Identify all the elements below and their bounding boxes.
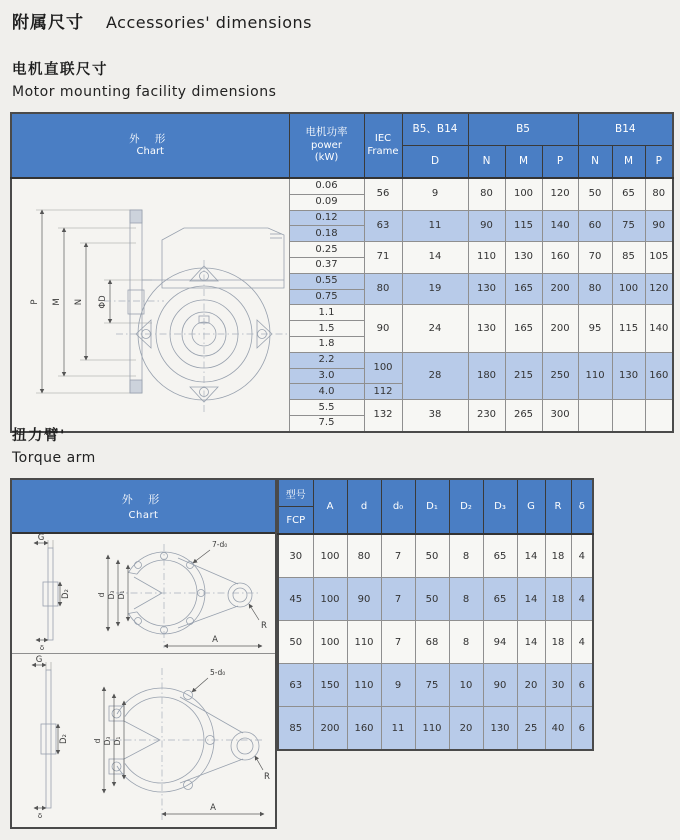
power-cell: 0.06 (289, 178, 364, 194)
power-cell: 0.18 (289, 226, 364, 242)
chart-header-zh: 外 形 (129, 132, 172, 145)
section1-title-en: Motor mounting facility dimensions (12, 84, 277, 100)
d-cell: 28 (402, 352, 468, 399)
col-header-d1: D₁ (415, 479, 449, 534)
value-cell: 110 (347, 621, 381, 664)
col-header-d: D (402, 145, 468, 178)
b14-cell: 80 (578, 273, 612, 305)
chart-column-header (11, 113, 289, 178)
b14-cell: 80 (645, 178, 673, 210)
value-cell: 68 (415, 621, 449, 664)
b14-cell: 100 (612, 273, 645, 305)
dim-label-phid: ΦD (98, 295, 108, 309)
value-cell: 18 (545, 578, 571, 621)
b14-cell: 130 (612, 352, 645, 399)
value-cell: 110 (347, 664, 381, 707)
value-cell: 9 (381, 664, 415, 707)
b5-cell: 230 (468, 400, 505, 432)
power-cell: 1.5 (289, 321, 364, 337)
torque-arm-data-table (277, 478, 594, 751)
b14-cell: 110 (578, 352, 612, 399)
value-cell: 8 (449, 534, 483, 578)
power-cell: 7.5 (289, 415, 364, 431)
b14-cell: 115 (612, 305, 645, 352)
power-cell: 0.75 (289, 289, 364, 305)
iec-frame-cell: 100 (364, 352, 402, 384)
torque-arm-5hole-drawing (12, 654, 275, 825)
page-title (12, 8, 312, 33)
model-header-en: FCP (278, 507, 313, 535)
dim-label-d2: D₂ (61, 589, 71, 599)
b5-cell: 165 (505, 305, 542, 352)
b14-cell: 50 (578, 178, 612, 210)
motor-gearbox-drawing (12, 188, 288, 422)
torque-arm-drawing-large (12, 654, 275, 827)
b5-cell: 165 (505, 273, 542, 305)
value-cell: 25 (517, 707, 545, 751)
value-cell: 150 (313, 664, 347, 707)
value-cell: 80 (347, 534, 381, 578)
torque-arm-dimensions-table (10, 478, 594, 829)
value-cell: 100 (313, 534, 347, 578)
torque-arm-chart-column (10, 478, 277, 829)
col-header-delta: δ (571, 479, 593, 534)
b14-cell: 70 (578, 242, 612, 274)
dim-label-d2: D₂ (59, 734, 69, 744)
value-cell: 18 (545, 621, 571, 664)
b14-cell: 60 (578, 210, 612, 242)
section1-title-zh: 电机直联尺寸 (12, 62, 108, 78)
value-cell: 94 (483, 621, 517, 664)
dim-label-m: M (52, 298, 62, 306)
dim-label-g: G (35, 655, 43, 665)
hole-count-label: 7-d₀ (212, 540, 228, 549)
col-header-d0: d₀ (381, 479, 415, 534)
col-header-b14-p: P (645, 145, 673, 178)
power-cell: 0.55 (289, 273, 364, 289)
power-header-en: power (311, 139, 342, 151)
b5-cell: 110 (468, 242, 505, 274)
dim-label-p: P (30, 299, 40, 305)
page-title-en: Accessories' dimensions (106, 13, 312, 32)
dim-label-d3: D₃ (103, 736, 112, 746)
b5-group-header: B5 (468, 113, 578, 145)
value-cell: 10 (449, 664, 483, 707)
iec-header-line1: IEC (374, 133, 392, 144)
b5-cell: 80 (468, 178, 505, 210)
b14-cell: 90 (645, 210, 673, 242)
page-title-zh: 附属尺寸 (12, 13, 84, 33)
iec-frame-cell: 112 (364, 384, 402, 400)
b14-cell: 85 (612, 242, 645, 274)
dim-label-d: d (93, 738, 102, 744)
power-cell: 0.09 (289, 194, 364, 210)
chart-header-en: Chart (128, 510, 159, 521)
section2-title-zh: 扭力臂' (12, 428, 66, 444)
power-column-header (289, 113, 364, 178)
dim-label-a: A (210, 803, 216, 813)
value-cell: 6 (571, 707, 593, 751)
col-header-d2: D₂ (449, 479, 483, 534)
dim-label-d1: D₁ (117, 590, 126, 600)
value-cell: 20 (517, 664, 545, 707)
model-cell: 50 (278, 621, 313, 664)
b5-cell: 265 (505, 400, 542, 432)
value-cell: 11 (381, 707, 415, 751)
b5-cell: 90 (468, 210, 505, 242)
b5-cell: 130 (505, 242, 542, 274)
b5-cell: 160 (542, 242, 578, 274)
d-cell: 24 (402, 305, 468, 352)
value-cell: 40 (545, 707, 571, 751)
iec-frame-cell: 132 (364, 400, 402, 432)
b14-cell: 160 (645, 352, 673, 399)
model-cell: 63 (278, 664, 313, 707)
value-cell: 20 (449, 707, 483, 751)
b5-cell: 130 (468, 305, 505, 352)
col-header-b5-n: N (468, 145, 505, 178)
chart-column-header (12, 480, 275, 534)
col-header-g: G (517, 479, 545, 534)
power-cell: 0.37 (289, 257, 364, 273)
b5-cell: 215 (505, 352, 542, 399)
value-cell: 200 (313, 707, 347, 751)
iec-frame-cell: 56 (364, 178, 402, 210)
value-cell: 8 (449, 578, 483, 621)
model-cell: 30 (278, 534, 313, 578)
value-cell: 100 (313, 621, 347, 664)
torque-arm-7hole-drawing (12, 534, 275, 653)
power-cell: 1.8 (289, 336, 364, 352)
model-cell: 45 (278, 578, 313, 621)
dim-label-a: A (212, 635, 218, 645)
dim-label-r: R (261, 621, 267, 631)
b14-group-header: B14 (578, 113, 673, 145)
col-header-b5-p: P (542, 145, 578, 178)
torque-arm-drawing-small (12, 534, 275, 654)
value-cell: 65 (483, 534, 517, 578)
d-cell: 19 (402, 273, 468, 305)
b14-cell: 140 (645, 305, 673, 352)
dim-label-delta: δ (37, 812, 43, 820)
power-cell: 1.1 (289, 305, 364, 321)
value-cell: 90 (347, 578, 381, 621)
value-cell: 6 (571, 664, 593, 707)
iec-frame-cell: 90 (364, 305, 402, 352)
iec-frame-cell: 63 (364, 210, 402, 242)
d-cell: 9 (402, 178, 468, 210)
value-cell: 160 (347, 707, 381, 751)
b5-cell: 100 (505, 178, 542, 210)
b14-cell (578, 400, 612, 432)
b5-cell: 250 (542, 352, 578, 399)
col-header-b14-n: N (578, 145, 612, 178)
power-cell: 0.25 (289, 242, 364, 258)
value-cell: 4 (571, 578, 593, 621)
value-cell: 8 (449, 621, 483, 664)
value-cell: 7 (381, 578, 415, 621)
value-cell: 75 (415, 664, 449, 707)
b14-cell: 65 (612, 178, 645, 210)
value-cell: 50 (415, 534, 449, 578)
col-header-r: R (545, 479, 571, 534)
section2-title-en: Torque arm (12, 450, 96, 466)
iec-frame-column-header (364, 113, 402, 178)
value-cell: 14 (517, 621, 545, 664)
b5-cell: 200 (542, 305, 578, 352)
b14-cell: 105 (645, 242, 673, 274)
d-cell: 38 (402, 400, 468, 432)
power-header-unit: (kW) (314, 152, 339, 164)
model-header-zh: 型号 (278, 479, 313, 507)
value-cell: 30 (545, 664, 571, 707)
dim-label-r: R (264, 772, 270, 782)
d-cell: 14 (402, 242, 468, 274)
chart-header-en: Chart (136, 145, 164, 157)
b5-b14-group-header: B5、B14 (402, 113, 468, 145)
motor-mounting-dimensions-table (10, 112, 674, 433)
value-cell: 14 (517, 578, 545, 621)
b14-cell: 120 (645, 273, 673, 305)
model-cell: 85 (278, 707, 313, 751)
b14-cell (645, 400, 673, 432)
b14-cell: 75 (612, 210, 645, 242)
b5-cell: 140 (542, 210, 578, 242)
power-cell: 5.5 (289, 400, 364, 416)
value-cell: 50 (415, 578, 449, 621)
power-header-zh: 电机功率 (305, 126, 348, 139)
b5-cell: 120 (542, 178, 578, 210)
b5-cell: 180 (468, 352, 505, 399)
chart-cell (11, 178, 289, 432)
dim-label-d1: D₁ (113, 736, 122, 746)
value-cell: 4 (571, 534, 593, 578)
col-header-b5-m: M (505, 145, 542, 178)
power-cell: 3.0 (289, 368, 364, 384)
value-cell: 130 (483, 707, 517, 751)
col-header-a: A (313, 479, 347, 534)
col-header-d3: D₃ (483, 479, 517, 534)
dim-label-d3: D₃ (107, 590, 116, 600)
value-cell: 4 (571, 621, 593, 664)
iec-frame-cell: 71 (364, 242, 402, 274)
power-cell: 2.2 (289, 352, 364, 368)
value-cell: 7 (381, 534, 415, 578)
col-header-b14-m: M (612, 145, 645, 178)
d-cell: 11 (402, 210, 468, 242)
dim-label-g: G (37, 534, 45, 543)
value-cell: 14 (517, 534, 545, 578)
value-cell: 7 (381, 621, 415, 664)
section-torque-arm-title (12, 424, 96, 466)
dim-label-d: d (97, 592, 106, 598)
dim-label-n: N (74, 298, 84, 306)
b5-cell: 115 (505, 210, 542, 242)
iec-frame-cell: 80 (364, 273, 402, 305)
b5-cell: 130 (468, 273, 505, 305)
power-cell: 4.0 (289, 384, 364, 400)
b14-cell: 95 (578, 305, 612, 352)
value-cell: 18 (545, 534, 571, 578)
value-cell: 90 (483, 664, 517, 707)
b14-cell (612, 400, 645, 432)
section-motor-mounting-title (12, 58, 276, 100)
hole-count-label: 5-d₀ (210, 668, 226, 677)
value-cell: 100 (313, 578, 347, 621)
power-cell: 0.12 (289, 210, 364, 226)
value-cell: 65 (483, 578, 517, 621)
value-cell: 110 (415, 707, 449, 751)
b5-cell: 200 (542, 273, 578, 305)
chart-header-zh: 外 形 (121, 493, 166, 506)
iec-header-line2: Frame (367, 145, 399, 157)
col-header-d: d (347, 479, 381, 534)
dim-label-delta: δ (39, 644, 45, 652)
b5-cell: 300 (542, 400, 578, 432)
